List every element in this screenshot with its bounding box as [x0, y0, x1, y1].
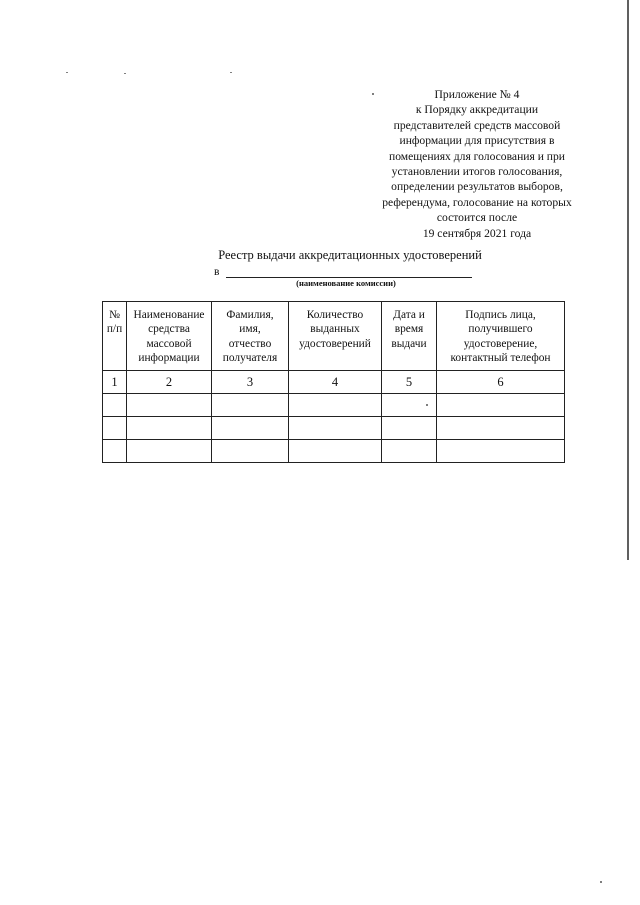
column-number: 3: [212, 371, 289, 394]
annex-line: помещениях для голосования и при: [388, 149, 566, 163]
scan-speck: [600, 881, 602, 883]
annex-line: к Порядку аккредитации: [415, 103, 539, 117]
column-number: 2: [127, 371, 212, 394]
column-number: 5: [382, 371, 437, 394]
column-header-line: получившего: [468, 323, 533, 336]
column-header-line: имя,: [239, 323, 261, 336]
table-cell: [289, 417, 382, 440]
column-header-line: время: [394, 323, 424, 336]
column-header-line: получателя: [222, 351, 278, 364]
column-header-line: выдачи: [391, 337, 427, 350]
table-row: [103, 394, 565, 417]
column-number: 1: [103, 371, 127, 394]
table-cell: [103, 394, 127, 417]
registry-table: [102, 301, 565, 463]
annex-line: Приложение № 4: [434, 88, 520, 101]
column-header-line: контактный телефон: [450, 351, 551, 364]
column-header: [382, 302, 437, 371]
column-header-line: Наименование: [133, 309, 205, 321]
table-row: [103, 440, 565, 463]
column-header-line: п/п: [106, 323, 123, 336]
column-header: [103, 302, 127, 371]
column-header-line: №: [109, 309, 120, 321]
table-cell: [127, 417, 212, 440]
annex-line: 19 сентября 2021 года: [422, 226, 532, 240]
column-header: [212, 302, 289, 371]
table-cell: [437, 417, 565, 440]
column-header: [289, 302, 382, 371]
column-header-line: средства: [148, 323, 190, 336]
scan-edge: [627, 0, 629, 560]
column-header-line: Фамилия,: [226, 309, 274, 321]
column-header-line: отчество: [228, 337, 272, 350]
table-cell: [103, 417, 127, 440]
table-number-row: [103, 371, 565, 394]
scan-speck: [66, 72, 68, 73]
table-cell: [212, 440, 289, 463]
table-cell: [289, 440, 382, 463]
column-number: 4: [289, 371, 382, 394]
registry-title: Реестр выдачи аккредитационных удостоверений: [218, 248, 482, 262]
annex-line: референдума, голосование на которых: [382, 195, 572, 209]
table-cell: [289, 394, 382, 417]
commission-name-caption: (наименование комиссии): [296, 278, 396, 288]
column-header-line: массовой: [146, 337, 192, 350]
table-cell: [382, 440, 437, 463]
column-header: [437, 302, 565, 371]
annex-line: определении результатов выборов,: [391, 180, 563, 194]
annex-line: представителей средств массовой: [393, 118, 561, 132]
column-number: 6: [437, 371, 565, 394]
column-header: [127, 302, 212, 371]
scan-speck: [230, 72, 232, 73]
table-cell: [437, 440, 565, 463]
table-cell: [212, 394, 289, 417]
registry-in-label: в: [214, 266, 220, 278]
annex-line: состоится после: [436, 211, 518, 225]
table-cell: [103, 440, 127, 463]
column-header-line: информации: [138, 351, 200, 364]
table-cell: [212, 417, 289, 440]
table-cell: [382, 417, 437, 440]
scan-speck: [124, 73, 126, 74]
column-header-line: выданных: [310, 323, 360, 336]
table-header-row: [103, 302, 565, 371]
column-header-line: удостоверение,: [463, 337, 538, 350]
annex-header: [362, 87, 592, 241]
column-header-line: Дата и: [393, 309, 425, 321]
table-cell: [127, 440, 212, 463]
annex-line: информации для присутствия в: [399, 134, 555, 148]
table-row: [103, 417, 565, 440]
table-cell: [437, 394, 565, 417]
table-cell: [127, 394, 212, 417]
table-cell: [382, 394, 437, 417]
annex-line: установлении итогов голосования,: [391, 165, 563, 179]
column-header-line: Количество: [306, 309, 364, 321]
column-header-line: удостоверений: [299, 337, 371, 350]
column-header-line: Подпись лица,: [465, 309, 536, 321]
